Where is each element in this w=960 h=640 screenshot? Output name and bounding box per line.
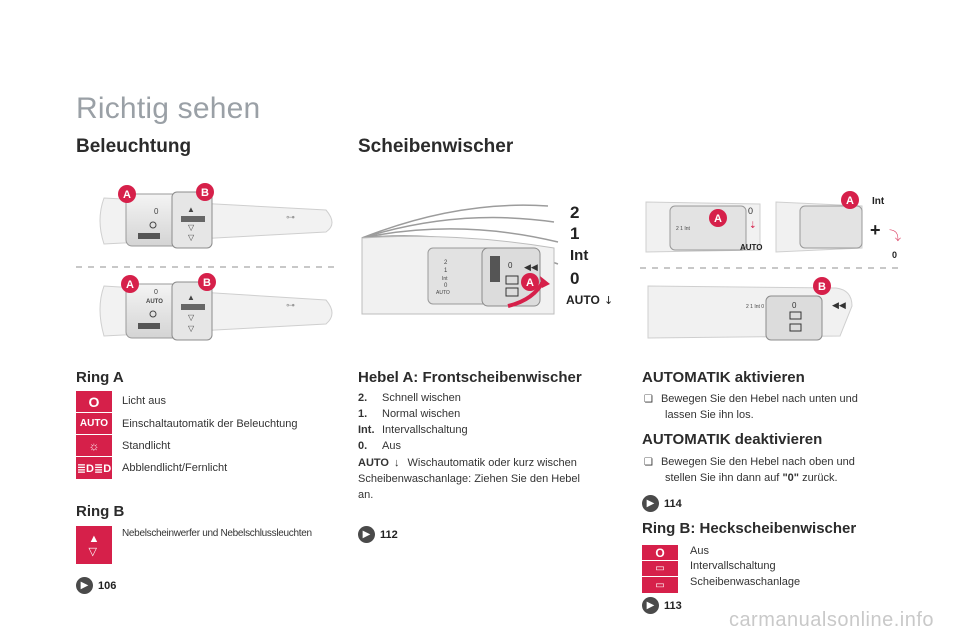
ref-number: 113 [664, 599, 682, 612]
ref-link-112[interactable] [358, 526, 398, 543]
svg-text:◀◀: ◀◀ [832, 300, 846, 310]
rear-item-2: Scheibenwaschanlage [690, 576, 801, 588]
auto-icon: AUTO [76, 413, 112, 435]
row-key: 1. [358, 408, 368, 420]
svg-text:▽: ▽ [188, 313, 195, 322]
ring-a-title: Ring A [76, 369, 124, 386]
row-text: Normal wischen [382, 408, 461, 420]
page-ref-icon: ▶ [358, 526, 375, 543]
ref-link-114[interactable] [642, 495, 682, 512]
hebel-a-row-0 [358, 391, 461, 406]
ring-a-item-3: Abblendlicht/Fernlicht [122, 462, 228, 474]
ref-number: 114 [664, 497, 682, 510]
hebel-a-auto-line3: an. [358, 489, 374, 501]
automatik-on-line1 [644, 392, 858, 407]
section-scheibenwischer: Scheibenwischer [358, 136, 514, 157]
page-ref-icon: ▶ [642, 597, 659, 614]
rear-wiper-icon: ▭ [642, 561, 678, 577]
fog-light-icon: ▲ ▽ [76, 526, 112, 564]
ring-b-title: Ring B [76, 503, 125, 520]
automatik-off-line2 [665, 471, 838, 486]
sidelight-icon: ☼ [76, 435, 112, 457]
automatik-on-title: AUTOMATIK aktivieren [642, 369, 805, 386]
row-text: Aus [382, 440, 401, 452]
label-b-upper: B [201, 187, 209, 199]
automatik-off-line1 [644, 455, 855, 470]
wiper-auto-label: AUTO [566, 293, 600, 307]
automatik-off-text3: zurück. [802, 472, 838, 484]
svg-text:⊶: ⊶ [286, 300, 295, 310]
stalk-mark-1: 1 [444, 268, 448, 274]
svg-text:⤵: ⤵ [889, 229, 902, 243]
ref-number: 112 [380, 528, 398, 541]
row-text: Schnell wischen [382, 392, 461, 404]
label-a-wiper: A [526, 277, 534, 289]
svg-text:▽: ▽ [188, 233, 195, 242]
automatik-on-text1: Bewegen Sie den Hebel nach unten und [660, 393, 858, 405]
automatik-on-line2: lassen Sie ihn los. [665, 409, 754, 421]
wiper-speed-1: 1 [570, 224, 580, 243]
rear-wiper-icon-column [642, 545, 678, 593]
arrow-down-icon: ↓ [604, 294, 614, 307]
svg-text:0: 0 [508, 261, 513, 270]
auto-text: Wischautomatik oder kurz wischen [407, 457, 577, 469]
row-key: 2. [358, 392, 368, 404]
row-key: Int. [358, 424, 375, 436]
bullet-icon: ❏ [644, 457, 653, 468]
rear-item-0: Aus [690, 545, 709, 557]
ref-link-106[interactable] [76, 577, 116, 594]
svg-text:2 1 Int: 2 1 Int [676, 226, 690, 232]
auto-on-label: AUTO [740, 243, 763, 252]
label-a-auto-off: A [846, 195, 854, 207]
hebel-a-title: Hebel A: Frontscheibenwischer [358, 369, 582, 386]
int-label-auto-off: Int [872, 196, 885, 207]
zero-mark-lower: 0 [154, 289, 158, 296]
off-icon: O [76, 391, 112, 413]
front-wiper-illustration [358, 192, 620, 328]
watermark: carmanualsonline.info [728, 609, 934, 631]
auto-key: AUTO [358, 457, 389, 469]
ring-a-item-0: Licht aus [122, 395, 167, 407]
arrow-down-icon: ↓ [394, 457, 400, 469]
ring-a-icon-column [76, 391, 112, 479]
row-key: 0. [358, 440, 368, 452]
automatik-off-title: AUTOMATIK deaktivieren [642, 431, 823, 448]
svg-text:0: 0 [748, 206, 754, 216]
stalk-mark-auto: AUTO [436, 290, 450, 296]
section-beleuchtung: Beleuchtung [76, 136, 192, 157]
auto-mark-lower: AUTO [146, 299, 163, 305]
wiper-speed-2: 2 [570, 203, 580, 222]
zero-label-auto-off: 0 [892, 250, 898, 260]
hebel-a-row-1 [358, 407, 460, 422]
svg-text:0: 0 [792, 301, 797, 310]
bullet-icon: ❏ [644, 394, 653, 405]
stalk-mark-2: 2 [444, 260, 448, 266]
ring-b-item: Nebelscheinwerfer und Nebelschlussleuchten [122, 528, 312, 539]
svg-text:▽: ▽ [188, 223, 195, 232]
wiper-speed-int: Int [570, 247, 589, 264]
svg-text:⊶: ⊶ [286, 212, 295, 222]
ring-a-item-2: Standlicht [122, 440, 171, 452]
lighting-stalk-illustration [76, 180, 338, 352]
hebel-a-row-3 [358, 439, 401, 454]
svg-text:2 1 Int 0: 2 1 Int 0 [746, 304, 765, 310]
label-a-upper: A [123, 189, 131, 201]
label-b-rear: B [818, 281, 826, 293]
svg-text:◀◀: ◀◀ [524, 262, 538, 272]
page-ref-icon: ▶ [642, 495, 659, 512]
label-b-lower: B [203, 277, 211, 289]
hebel-a-auto-row [358, 456, 610, 471]
zero-mark-upper: 0 [154, 207, 159, 216]
wiper-speed-0: 0 [570, 269, 580, 288]
ref-number: 106 [98, 579, 117, 592]
automatik-off-text2: stellen Sie ihn dann auf [665, 472, 780, 484]
svg-text:▽: ▽ [188, 324, 195, 333]
ref-link-113[interactable] [642, 597, 682, 614]
automatik-illustration [640, 190, 904, 346]
off-icon: O [642, 545, 678, 561]
svg-text:⇣: ⇣ [749, 221, 757, 231]
stalk-mark-0: 0 [444, 283, 448, 289]
row-text: Intervallschaltung [382, 424, 468, 436]
svg-text:▲: ▲ [187, 205, 195, 214]
page-title: Richtig sehen [76, 92, 261, 125]
hebel-a-row-2 [358, 423, 468, 438]
label-a-auto-on: A [714, 213, 722, 225]
ring-b-rear-title: Ring B: Heckscheibenwischer [642, 520, 857, 537]
headlight-icon: ≣D≣D [76, 462, 112, 475]
zero-position: "0" [782, 472, 799, 484]
label-a-lower: A [126, 279, 134, 291]
page-ref-icon: ▶ [76, 577, 93, 594]
automatik-off-text1: Bewegen Sie den Hebel nach oben und [660, 456, 855, 468]
plus-label: + [870, 220, 881, 240]
rear-washer-icon: ▭ [655, 579, 665, 591]
ring-a-item-1: Einschaltautomatik der Beleuchtung [122, 418, 298, 430]
rear-item-1: Intervallschaltung [690, 560, 776, 572]
stalk-mark-int: Int [442, 276, 448, 282]
svg-text:▲: ▲ [187, 293, 195, 302]
hebel-a-auto-line2: Scheibenwaschanlage: Ziehen Sie den Hebel [358, 473, 580, 485]
